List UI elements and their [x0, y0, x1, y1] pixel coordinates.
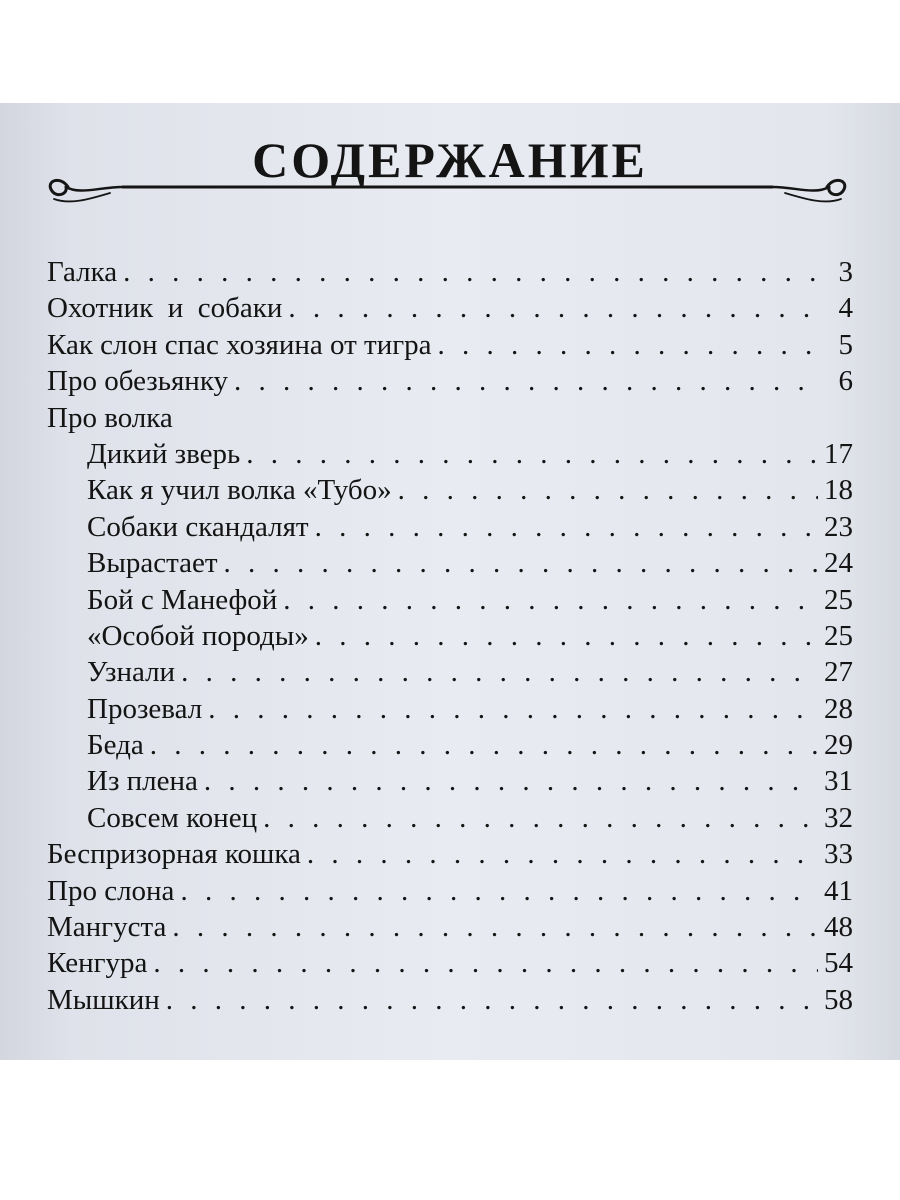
dot-leader	[288, 292, 823, 325]
entry-page-number: 54	[824, 947, 853, 980]
entry-page-number: 31	[824, 765, 853, 798]
entry-page-number: 25	[824, 583, 853, 616]
toc-entry	[47, 365, 853, 401]
entry-title: Про обезьянку	[47, 365, 229, 398]
entry-page-number: 41	[824, 874, 853, 907]
entry-title: Бой с Манефой	[87, 583, 278, 616]
entry-page-number: 23	[824, 510, 853, 543]
page-title: СОДЕРЖАНИЕ	[252, 132, 648, 188]
dot-leader	[307, 838, 818, 871]
toc-subentry	[47, 584, 853, 620]
toc-subentry	[47, 438, 853, 474]
entry-title: Беспризорная кошка	[47, 838, 301, 871]
dot-leader	[438, 329, 823, 362]
entry-title: Про слона	[47, 874, 175, 907]
entry-title: Как я учил волка «Тубо»	[87, 474, 392, 507]
entry-title: Совсем конец	[87, 801, 258, 834]
toc-entry	[47, 875, 853, 911]
dot-leader	[153, 947, 818, 980]
entry-page-number: 32	[824, 801, 853, 834]
entry-title: Галка	[47, 256, 118, 288]
toc-subentry	[47, 693, 853, 729]
entry-title: Дикий зверь	[87, 437, 241, 470]
ornament-rule	[40, 165, 855, 205]
entry-title: Как слон спас хозяина от тигра	[47, 328, 432, 361]
title-ornament	[40, 165, 855, 205]
dot-leader	[263, 802, 818, 835]
toc-subentry	[47, 511, 853, 547]
entry-title: Охотник и собаки	[47, 292, 283, 325]
dot-leader	[181, 656, 818, 689]
entry-title: Кенгура	[47, 947, 148, 980]
dot-leader	[180, 875, 818, 908]
toc-subentry	[47, 802, 853, 838]
toc-subentry	[47, 765, 853, 801]
dot-leader	[246, 438, 818, 471]
entry-page-number: 25	[824, 619, 853, 652]
entry-page-number: 18	[824, 474, 853, 507]
dot-leader	[204, 765, 818, 798]
dot-leader	[172, 911, 818, 944]
toc-entry	[47, 838, 853, 874]
dot-leader	[166, 984, 818, 1017]
table-of-contents	[47, 256, 853, 1020]
entry-title: Прозевал	[87, 692, 203, 725]
dot-leader	[234, 365, 823, 398]
toc-subentry	[47, 729, 853, 765]
entry-title: «Особой породы»	[87, 619, 309, 652]
entry-title: Из плена	[87, 765, 198, 798]
dot-leader	[315, 511, 818, 544]
toc-entry	[47, 911, 853, 947]
entry-title: Собаки скандалят	[87, 510, 309, 543]
entry-page-number: 29	[824, 729, 853, 762]
entry-page-number: 58	[824, 983, 853, 1016]
book-page	[0, 103, 900, 1060]
entry-title: Мангуста	[47, 911, 167, 944]
toc-subentry	[47, 656, 853, 692]
dot-leader	[283, 584, 818, 617]
dot-leader	[224, 547, 818, 580]
entry-page-number: 48	[824, 911, 853, 944]
entry-page-number: 24	[824, 547, 853, 580]
toc-entry	[47, 329, 853, 365]
entry-page-number: 27	[824, 656, 853, 689]
dot-leader	[208, 693, 818, 726]
dot-leader	[123, 256, 823, 289]
entry-page-number: 6	[838, 365, 853, 398]
entry-page-number: 4	[838, 292, 853, 325]
dot-leader	[398, 474, 818, 507]
toc-entry	[47, 292, 853, 328]
entry-page-number: 5	[838, 328, 853, 361]
toc-entry	[47, 256, 853, 292]
toc-entry	[47, 984, 853, 1020]
entry-title: Вырастает	[87, 547, 218, 580]
toc-subentry	[47, 620, 853, 656]
entry-page-number: 33	[824, 838, 853, 871]
entry-page-number: 17	[824, 437, 853, 470]
entry-page-number: 28	[824, 692, 853, 725]
entry-title: Беда	[87, 729, 144, 762]
toc-subentry	[47, 474, 853, 510]
entry-title: Мышкин	[47, 983, 160, 1016]
entry-title: Узнали	[87, 656, 176, 689]
toc-entry	[47, 402, 853, 438]
dot-leader	[150, 729, 818, 762]
entry-title: Про волка	[47, 401, 173, 434]
entry-page-number: 3	[838, 256, 853, 288]
toc-subentry	[47, 547, 853, 583]
toc-entry	[47, 947, 853, 983]
dot-leader	[315, 620, 818, 653]
